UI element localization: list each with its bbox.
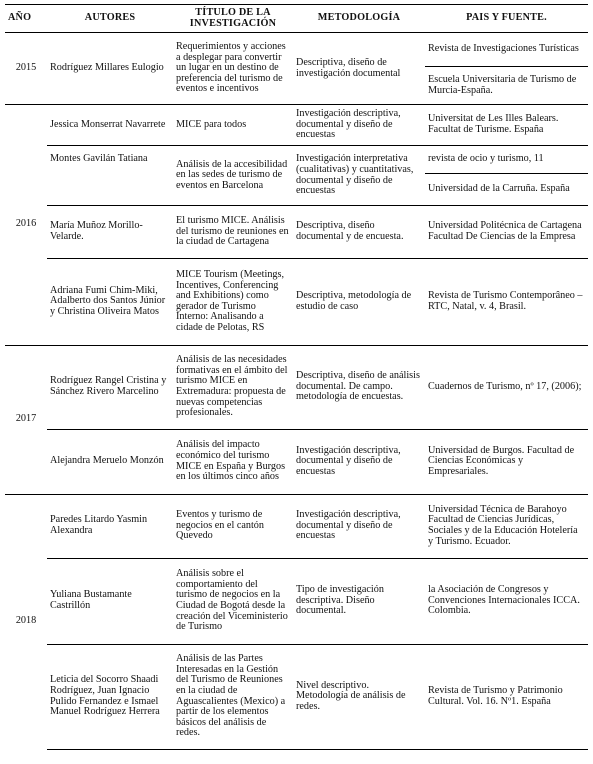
- titulo-cell: Análisis de las Partes Interesadas en la Gestión del Turismo de Reuniones en la ciudad de Aguascalientes (Mexico) a partir de los elementos básicos del análisis de redes.: [173, 644, 293, 749]
- metodologia-cell: Investigación descriptiva, documental y diseño de encuestas: [293, 105, 425, 146]
- fuente-cell: la Asociación de Congresos y Convenciones Internacionales ICCA. Colombia.: [425, 558, 588, 644]
- titulo-cell: Análisis sobre el comportamiento del turismo de negocios en la Ciudad de Bogotá desde la creación del Viceministerio de Turismo: [173, 558, 293, 644]
- table-row: [5, 345, 588, 429]
- table-row: [5, 644, 588, 749]
- header-titulo: TÍTULO DE LA INVESTIGACIÓN: [173, 5, 293, 33]
- titulo-cell: El turismo MICE. Análisis del turismo de reuniones en la ciudad de Cartagena: [173, 206, 293, 259]
- year-cell: 2015: [5, 33, 47, 105]
- metodologia-cell: Nivel descriptivo. Metodología de análisis de redes.: [293, 644, 425, 749]
- metodologia-cell: Descriptiva, diseño de análisis documental. De campo. metodología de encuestas.: [293, 345, 425, 429]
- autores-cell: Jessica Monserrat Navarrete: [47, 105, 173, 146]
- titulo-cell: Análisis de la accesibilidad en las sedes de turismo de eventos en Barcelona: [173, 146, 293, 206]
- year-cell: 2018: [5, 494, 47, 749]
- metodologia-cell: Investigación descriptiva, documental y diseño de encuestas: [293, 429, 425, 494]
- metodologia-cell: Investigación descriptiva, documental y diseño de encuestas: [293, 494, 425, 558]
- autores-cell: Rodríguez Rangel Cristina y Sánchez Rivero Marcelino: [47, 345, 173, 429]
- table-row: [5, 33, 588, 67]
- autores-cell: Yuliana Bustamante Castrillón: [47, 558, 173, 644]
- autores-cell: María Muñoz Morillo-Velarde.: [47, 206, 173, 259]
- studies-table: [5, 4, 588, 750]
- fuente-cell: Universidad Politécnica de Cartagena Facultad De Ciencias de la Empresa: [425, 206, 588, 259]
- autores-cell: Montes Gavilán Tatiana: [47, 146, 173, 206]
- autores-cell: Leticia del Socorro Shaadi Rodríguez, Juan Ignacio Pulido Fernandez e Ismael Manuel Rodríguez Herrera: [47, 644, 173, 749]
- titulo-cell: MICE para todos: [173, 105, 293, 146]
- autores-cell: Alejandra Meruelo Monzón: [47, 429, 173, 494]
- year-cell: 2016: [5, 105, 47, 346]
- fuente-cell: revista de ocio y turismo, 11: [425, 146, 588, 174]
- metodologia-cell: Descriptiva, diseño documental y de encuesta.: [293, 206, 425, 259]
- fuente-cell: Universitat de Les Illes Balears. Facultat de Turisme. España: [425, 105, 588, 146]
- table-row: [5, 494, 588, 558]
- header-metodologia: METODOLOGÍA: [293, 5, 425, 33]
- titulo-cell: Análisis del impacto económico del turismo MICE en España y Burgos en los últimos cinco años: [173, 429, 293, 494]
- year-cell: 2017: [5, 345, 47, 494]
- metodologia-cell: Investigación interpretativa (cualitativas) y cuantitativas, documental y diseño de encuestas: [293, 146, 425, 206]
- table-row: [5, 146, 588, 174]
- fuente-cell: Cuadernos de Turismo, nº 17, (2006);: [425, 345, 588, 429]
- metodologia-cell: Descriptiva, diseño de investigación documental: [293, 33, 425, 105]
- titulo-cell: Requerimientos y acciones a desplegar para convertir un lugar en un destino de preferencia del turismo de eventos e incentivos: [173, 33, 293, 105]
- fuente-cell: Universidad Técnica de Barahoyo Facultad de Ciencias Jurídicas, Sociales y de la Educación Hotelería y Turismo. Ecuador.: [425, 494, 588, 558]
- header-pais-fuente: PAIS Y FUENTE.: [425, 5, 588, 33]
- table-header-row: [5, 5, 588, 33]
- metodologia-cell: Descriptiva, metodología de estudio de caso: [293, 259, 425, 345]
- fuente-cell: Revista de Investigaciones Turísticas: [425, 33, 588, 67]
- header-autores: AUTORES: [47, 5, 173, 33]
- autores-cell: Rodríguez Millares Eulogio: [47, 33, 173, 105]
- fuente-cell: Revista de Turismo y Patrimonio Cultural. Vol. 16. Nº1. España: [425, 644, 588, 749]
- fuente-cell: Universidad de Burgos. Facultad de Ciencias Económicas y Empresariales.: [425, 429, 588, 494]
- autores-cell: Adriana Fumi Chim-Miki, Adalberto dos Santos Júnior y Christina Oliveira Matos: [47, 259, 173, 345]
- table-row: [5, 206, 588, 259]
- table-row: [5, 105, 588, 146]
- table-row: [5, 429, 588, 494]
- metodologia-cell: Tipo de investigación descriptiva. Diseño documental.: [293, 558, 425, 644]
- table-row: [5, 259, 588, 345]
- fuente-cell: Universidad de la Carruña. España: [425, 174, 588, 206]
- fuente-cell: Revista de Turismo Contemporâneo –RTC, Natal, v. 4, Brasil.: [425, 259, 588, 345]
- titulo-cell: MICE Tourism (Meetings, Incentives, Conferencing and Exhibitions) como gerador de Turismo Interno: Analisando a cidade de Pelotas, RS: [173, 259, 293, 345]
- header-anio: AÑO: [5, 5, 47, 33]
- autores-cell: Paredes Litardo Yasmin Alexandra: [47, 494, 173, 558]
- titulo-cell: Análisis de las necesidades formativas en el ámbito del turismo MICE en Extremadura: propuesta de nuevas competencias profesionales.: [173, 345, 293, 429]
- table-row: [5, 558, 588, 644]
- titulo-cell: Eventos y turismo de negocios en el cantón Quevedo: [173, 494, 293, 558]
- fuente-cell: Escuela Universitaria de Turismo de Murcia-España.: [425, 67, 588, 105]
